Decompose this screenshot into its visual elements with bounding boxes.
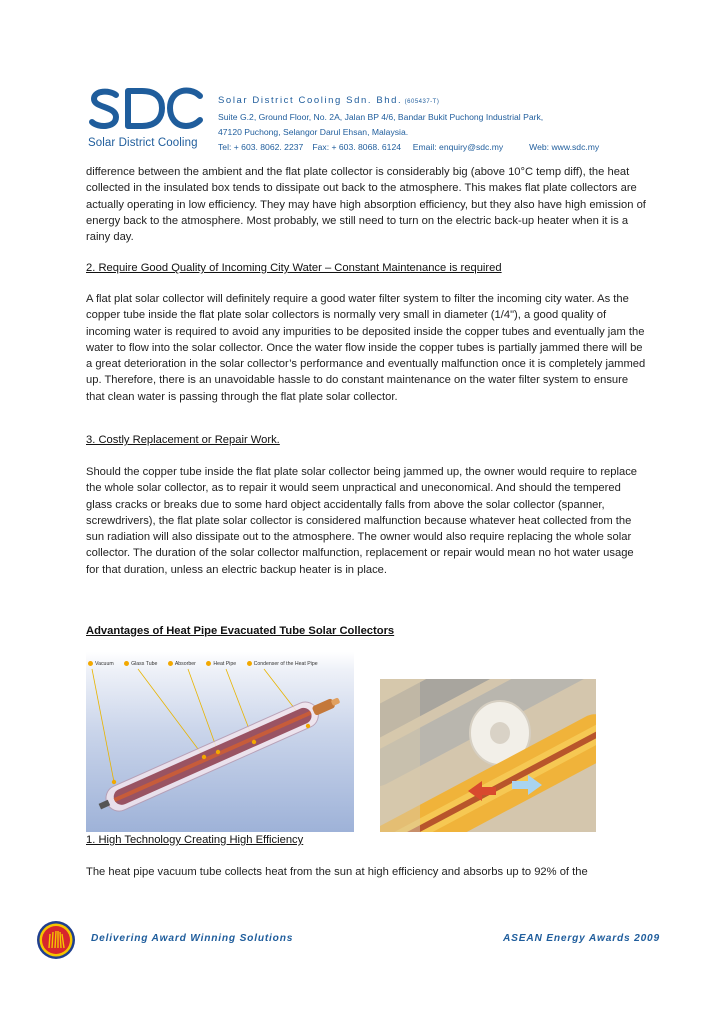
heat-pipe-diagram [86,652,354,832]
legend-item: Heat Pipe [206,661,236,667]
section-heading-advantages: Advantages of Heat Pipe Evacuated Tube Solar Collectors [86,625,395,637]
company-name-line [218,93,599,110]
water-quality-paragraph [86,291,646,405]
heading-replacement: 3. Costly Replacement or Repair Work. [86,434,280,446]
footer-tagline: Delivering Award Winning Solutions [91,933,294,944]
sdc-logo-icon [88,86,204,132]
replacement-paragraph [86,464,646,578]
fax: Fax: + 603. 8068. 6124 [312,142,402,152]
high-technology-text: The heat pipe vacuum tube collects heat from the sun at high efficiency and absorbs up to 92% of the [86,866,588,878]
web-link[interactable]: Web: www.sdc.my [529,142,600,152]
company-logo [88,86,206,149]
legend-item: Condenser of the Heat Pipe [247,661,318,667]
high-technology-paragraph [86,864,646,880]
footer-award: ASEAN Energy Awards 2009 [503,933,660,944]
company-name: Solar District Cooling Sdn. Bhd. [218,95,403,106]
asean-emblem-icon [36,920,76,960]
email-link[interactable]: Email: enquiry@sdc.my [412,142,504,152]
evacuated-tube-illustration [86,652,354,832]
heading-high-technology: 1. High Technology Creating High Efficiency [86,834,304,846]
logo-mark [88,86,206,139]
cutaway-illustration [380,679,596,832]
water-quality-text: A flat plat solar collector will definitely require a good water filter system to filter the incoming city water. As the copper tube inside the flat plate solar collectors is normally very small in diameter (1/4"), a good quality of incoming water is required to avoid any impurities to be deposited inside the copper tubes and eventually jam the water to flow into the solar collector. Once the water flow inside the copper tubes is partially jammed there will be a great deterioration in the solar collector’s performance and eventually malfunction once it is completely jammed up. Therefore, there is an unavoidable hassle to do constant maintenance on the water filter system to ensure that clean water is passing through the flat plate solar collector. [86,293,646,403]
company-info [218,93,599,155]
legend-item: Glass Tube [124,661,157,667]
tube-cutaway-photo [380,679,596,832]
address-line1: Suite G.2, Ground Floor, No. 2A, Jalan BP 4/6, Bandar Bukit Puchong Industrial Park, [218,112,544,122]
address-line2: 47120 Puchong, Selangor Darul Ehsan, Malaysia. [218,127,409,137]
replacement-text: Should the copper tube inside the flat plate solar collector being jammed up, the owner would require to replace the whole solar collector, as to repair it would seem unpractical and uneconomical. And should the tempered glass cracks or breaks due to some hard object accidentally falls from above the solar collector (spanner, screwdrivers), the flat plate solar collector is considered malfunction because whatever heat collected from the sun radiation will also dissipate out to the atmosphere. The owner would also require replacing the whole solar collector. The duration of the solar collector malfunction, replacement or repair would mean no hot water usage for that duration, unless an electric backup heater is in place. [86,466,638,576]
company-reg: (605437-T) [404,99,440,105]
intro-paragraph [86,164,646,245]
contact-line [218,140,599,155]
heading-water-quality: 2. Require Good Quality of Incoming City Water – Constant Maintenance is required [86,262,502,274]
logo-name: Solar District Cooling [88,137,198,149]
tel: Tel: + 603. 8062. 2237 [218,142,304,152]
intro-text: difference between the ambient and the flat plate collector is considerably big (above 10°C temp diff), the heat collected in the insulated box tends to dissipate out back to the atmosphere. This makes flat plate collectors are actually operating in low efficiency. They may have high absorption efficiency, but they also have high emission of energy back to the atmosphere. Most probably, we still need to turn on the electric back-up heater when it is a rainy day. [86,166,646,244]
legend-item: Vacuum [88,661,114,667]
legend-item: Absorber [168,661,196,667]
